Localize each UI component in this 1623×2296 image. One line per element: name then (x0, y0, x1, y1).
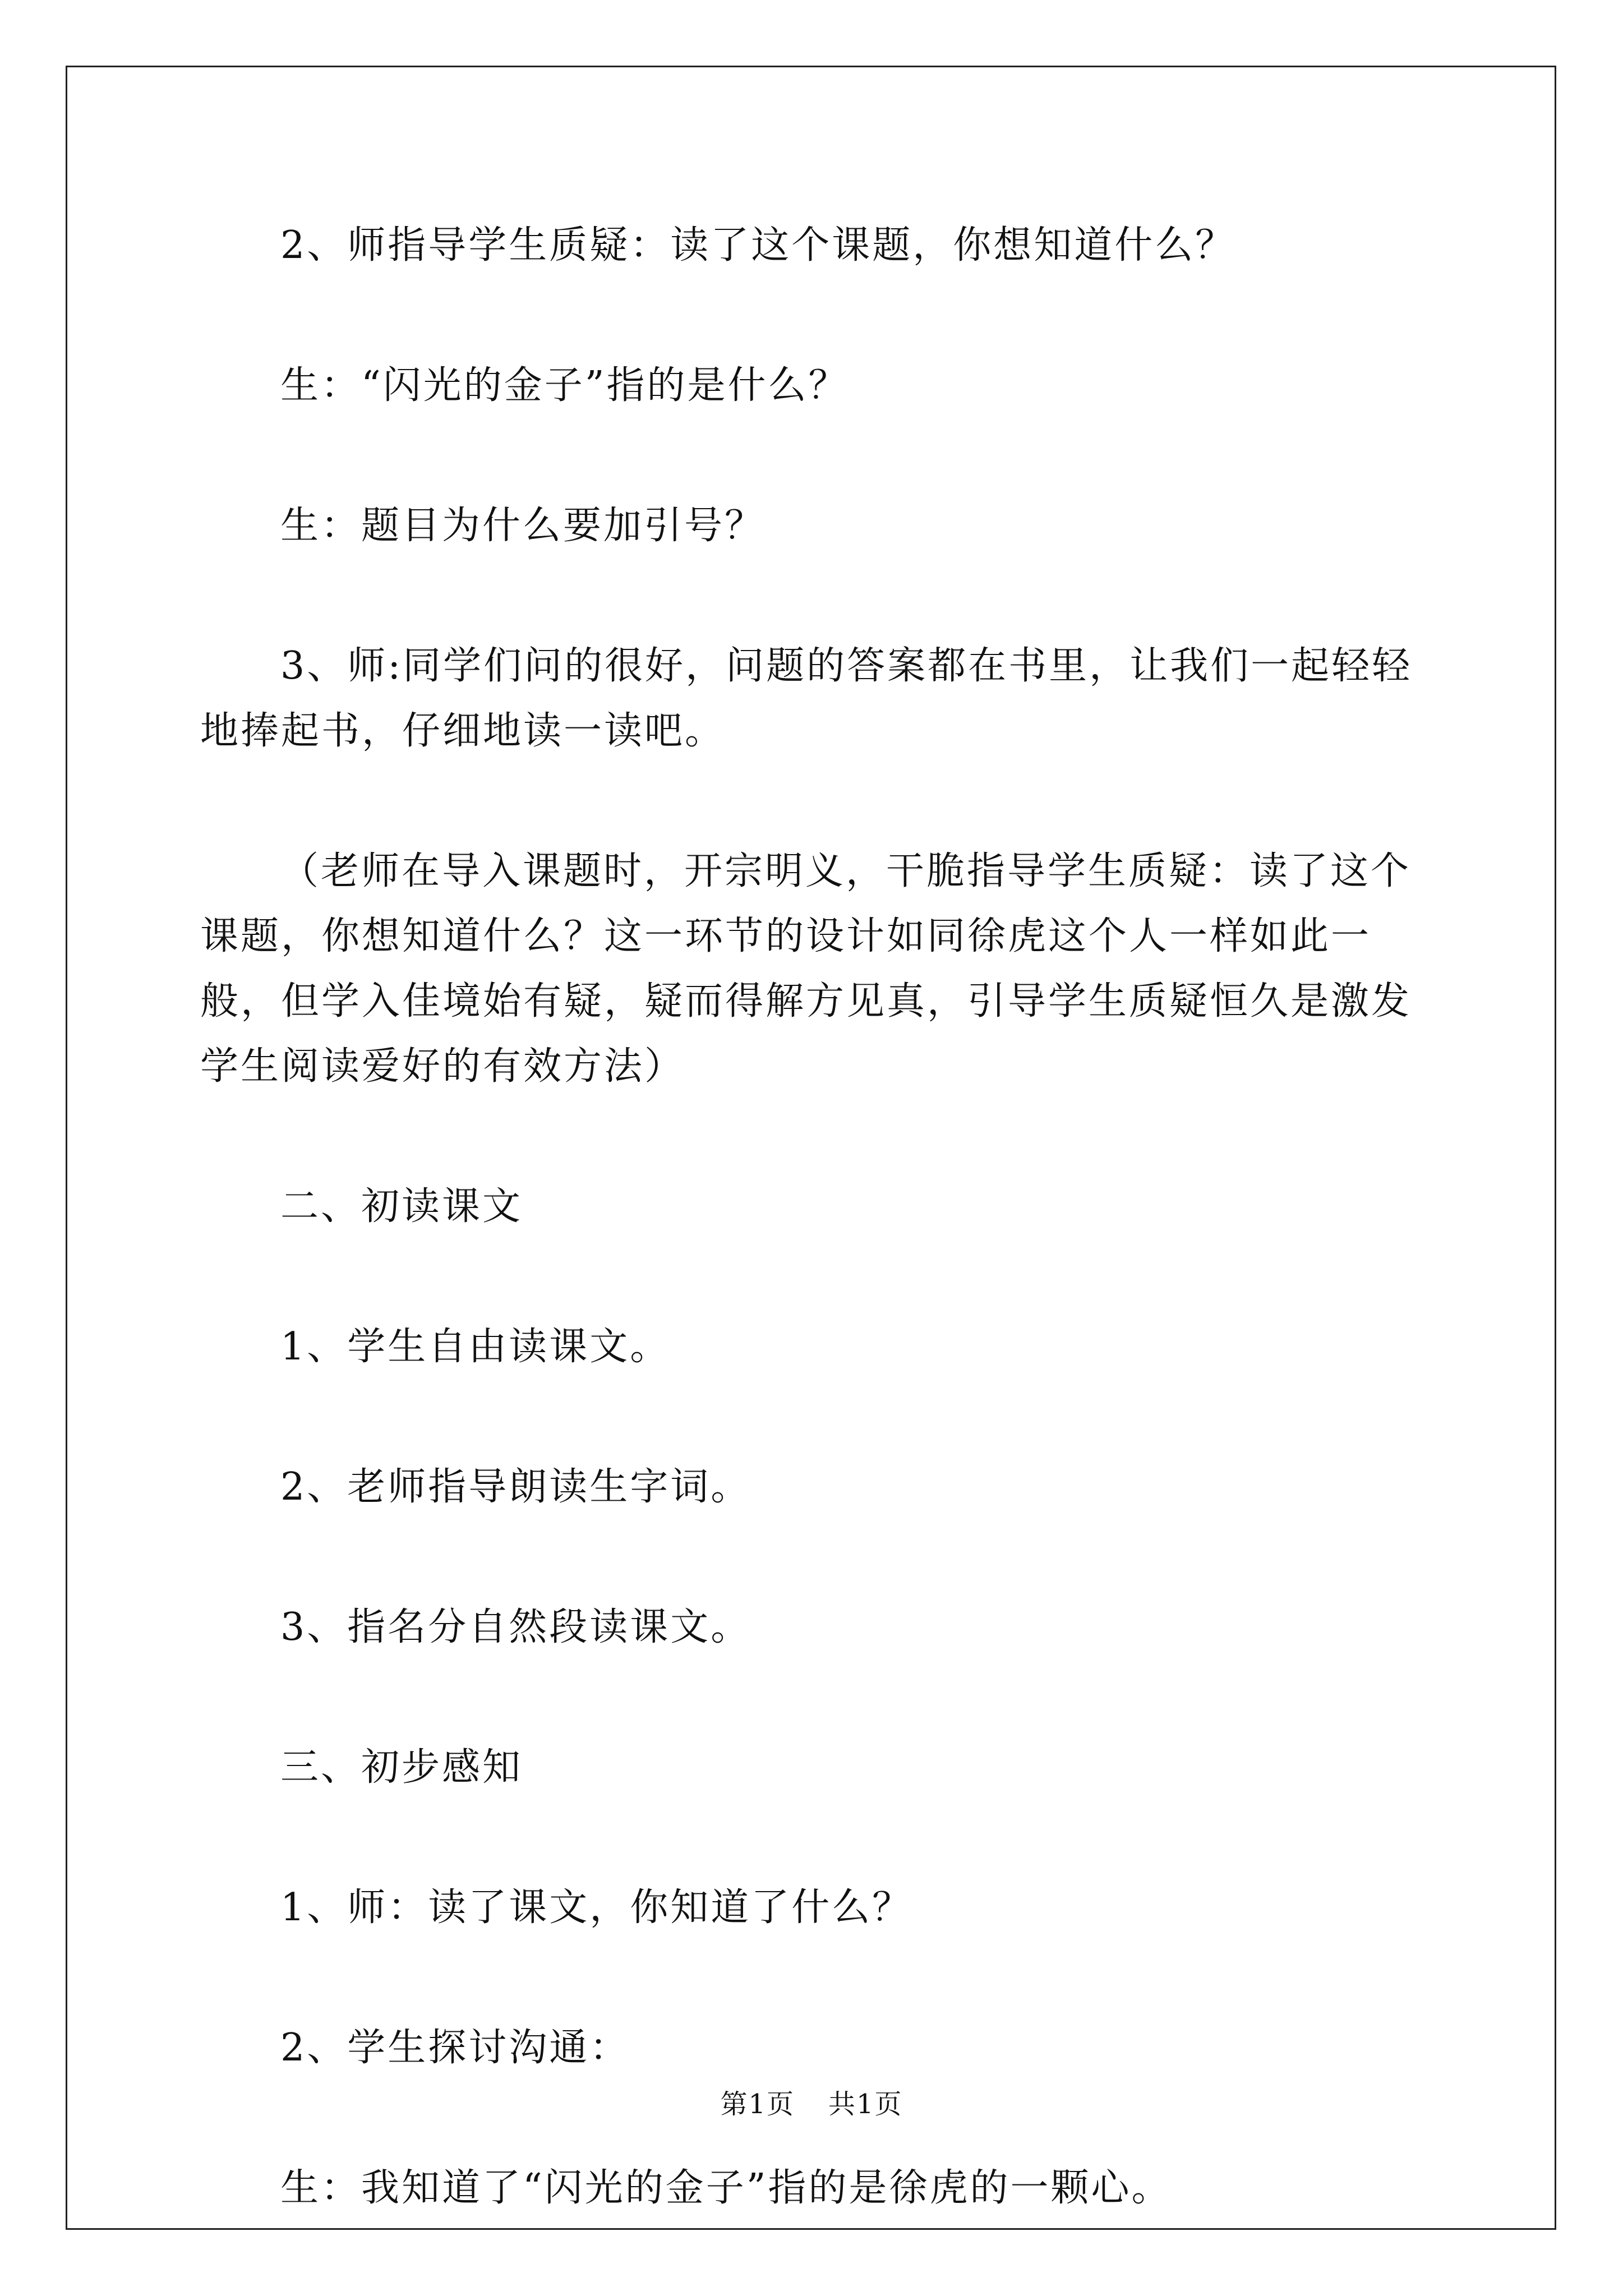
paragraph: 2、学生探讨沟通： (280, 2026, 630, 2070)
paragraph: 1、学生自由读课文。 (280, 1325, 671, 1369)
paragraph: 生：我知道了“闪光的金子”指的是徐虎的一颗心。 (280, 2166, 1172, 2210)
paragraph: 2、师指导学生质疑：读了这个课题，你想知道什么？ (280, 223, 1236, 268)
page-number-current: 第1页 (720, 2088, 795, 2120)
paragraph: 3、师:同学们问的很好，问题的答案都在书里，让我们一起轻轻地捧起书，仔细地读一读吧。 (200, 644, 1413, 753)
paragraph: （老师在导入课题时，开宗明义，干脆指导学生质疑：读了这个课题，你想知道什么？这一环节的设计如同徐虎这个人一样如此一般，但学入佳境始有疑，疑而得解方见真，引导学生质疑恒久是激发学生阅读爱好的有效方法） (200, 849, 1412, 1089)
page-footer (0, 2087, 1623, 2121)
section-heading: 三、初步感知 (280, 1745, 523, 1790)
section-heading: 二、初读课文 (280, 1184, 523, 1229)
paragraph: 3、指名分自然段读课文。 (280, 1605, 751, 1649)
paragraph: 1、师：读了课文，你知道了什么？ (280, 1885, 913, 1930)
paragraph: 生：题目为什么要加引号？ (280, 504, 766, 548)
document-body (200, 213, 1434, 2296)
paragraph: 2、老师指导朗读生字词。 (280, 1465, 751, 1509)
paragraph: 生：“闪光的金子”指的是什么？ (280, 363, 849, 408)
page-number-total: 共1页 (828, 2088, 903, 2120)
